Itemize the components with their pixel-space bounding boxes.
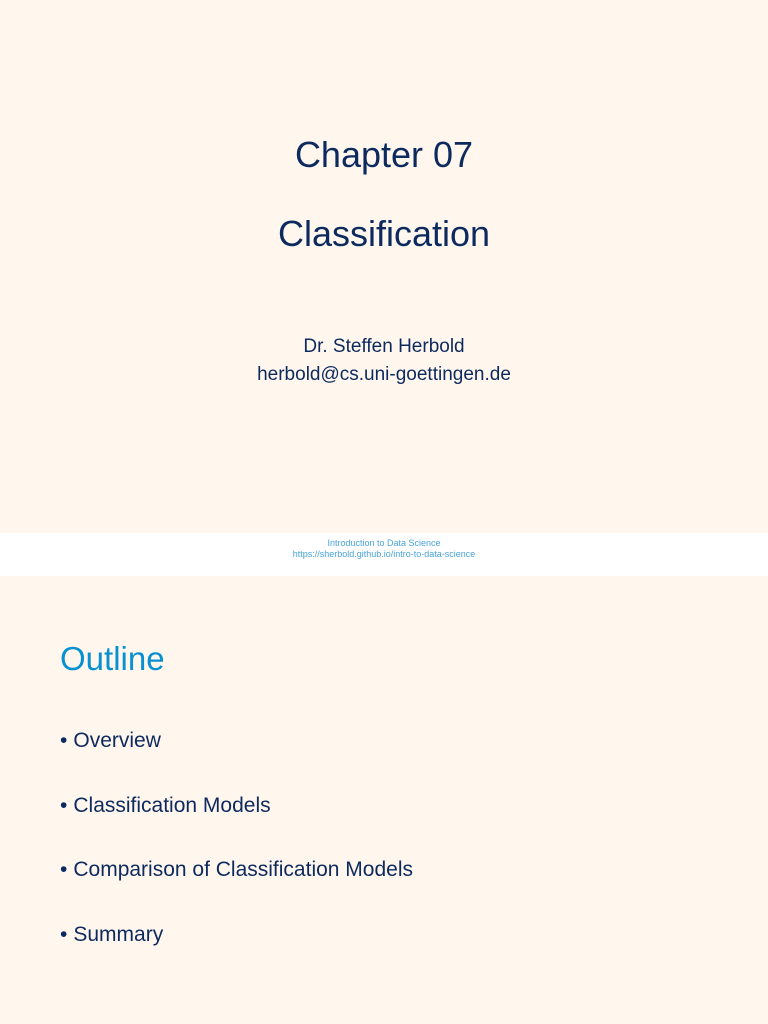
outline-item-label: Comparison of Classification Models (73, 858, 413, 881)
outline-item-classification-models (60, 793, 413, 858)
author-email: herbold@cs.uni-goettingen.de (257, 364, 511, 385)
outline-heading: Outline (60, 640, 165, 677)
outline-item-label: Summary (73, 922, 164, 946)
outline-item-label: Overview (73, 729, 161, 752)
footer-url-link[interactable]: https://sherbold.github.io/intro-to-data-science (292, 549, 476, 559)
author-name: Dr. Steffen Herbold (303, 336, 465, 357)
outline-item-summary (60, 922, 413, 987)
outline-item-label: Classification Models (73, 793, 271, 817)
outline-item-comparison (60, 857, 413, 922)
slide-footer (0, 533, 768, 576)
bullet-icon: • (60, 793, 68, 817)
chapter-title: Classification (277, 213, 491, 254)
chapter-number: Chapter 07 (294, 134, 474, 175)
outline-slide (0, 576, 768, 1024)
outline-list (60, 728, 413, 986)
bullet-icon: • (60, 922, 68, 946)
footer-course-name: Introduction to Data Science (327, 538, 441, 548)
outline-item-overview (60, 728, 413, 793)
bullet-icon: • (60, 729, 68, 752)
bullet-icon: • (60, 858, 68, 881)
